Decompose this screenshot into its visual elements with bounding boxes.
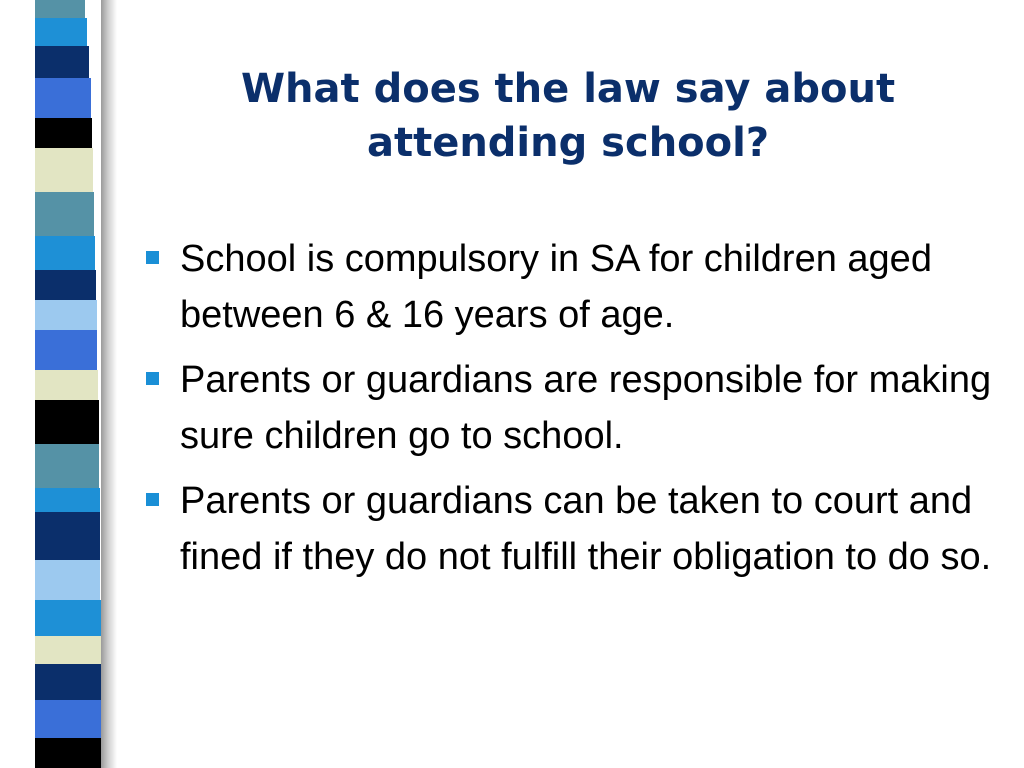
stripe: [35, 738, 101, 768]
stripe: [35, 370, 98, 400]
stripe: [35, 78, 91, 118]
stripe: [35, 444, 99, 488]
bullet-list: [140, 231, 1010, 594]
stripe: [35, 600, 101, 636]
stripe: [35, 560, 100, 600]
bullet-item: [140, 473, 1010, 585]
stripe: [35, 400, 99, 444]
square-bullet-icon: [146, 372, 159, 385]
stripe: [35, 46, 89, 78]
bullet-text: School is compulsory in SA for children aged between 6 & 16 years of age.: [180, 238, 932, 336]
stripe: [35, 148, 93, 192]
stripe: [35, 330, 97, 370]
bullet-text: Parents or guardians are responsible for making sure children go to school.: [180, 359, 992, 457]
stripe: [35, 664, 101, 700]
stripe: [35, 118, 92, 148]
stripe: [35, 700, 101, 738]
slide-title: What does the law say about attending school?: [240, 66, 896, 166]
square-bullet-icon: [146, 251, 159, 264]
stripe: [35, 270, 96, 300]
bullet-text: Parents or guardians can be taken to court and fined if they do not fulfill their obligation to do so.: [180, 480, 992, 578]
stripe: [35, 236, 95, 270]
decorative-stripe-band: [35, 0, 101, 768]
stripe: [35, 0, 85, 18]
stripe: [35, 192, 94, 236]
stripe: [35, 512, 100, 560]
stripe: [35, 18, 87, 46]
bullet-item: [140, 231, 1010, 343]
stripe: [35, 636, 101, 664]
bullet-item: [140, 352, 1010, 464]
square-bullet-icon: [146, 493, 159, 506]
stripe-shadow: [101, 0, 117, 768]
stripe: [35, 488, 100, 512]
stripe: [35, 300, 97, 330]
